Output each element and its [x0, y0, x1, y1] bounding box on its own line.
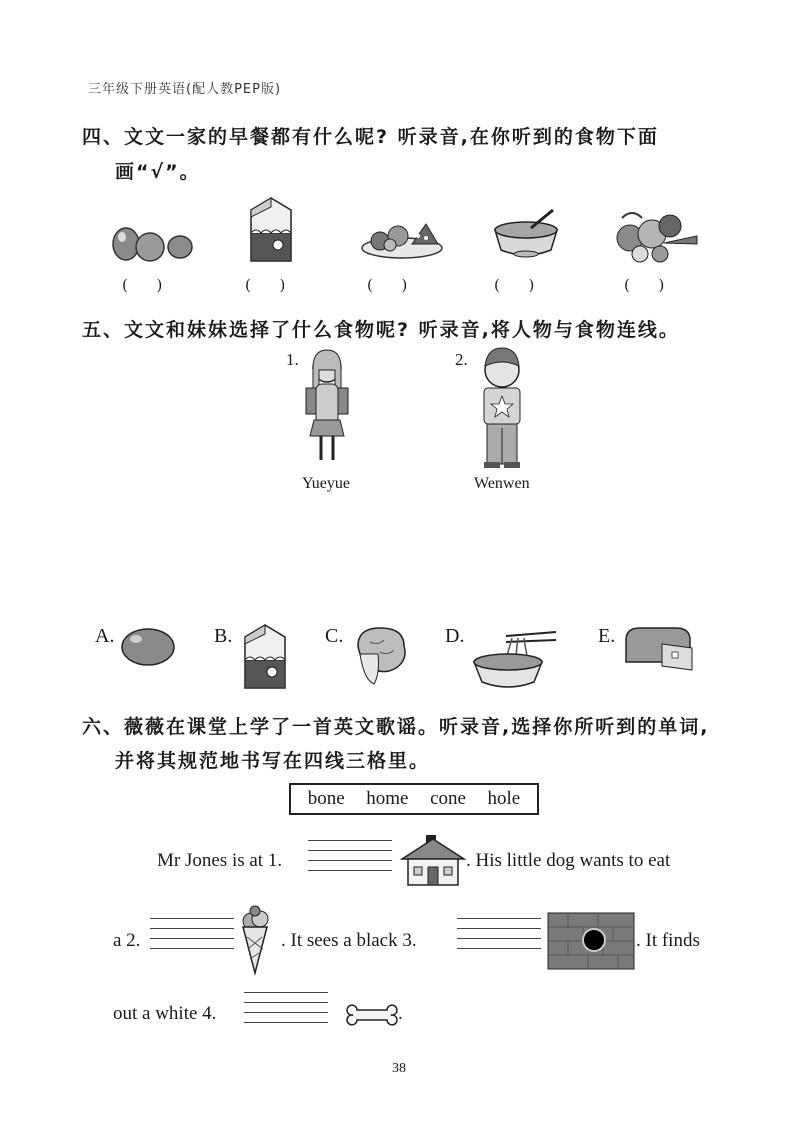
story-text-1a: Mr Jones is at 1.: [157, 850, 283, 871]
option-label-b: B.: [214, 625, 233, 647]
bread-icon: [622, 624, 697, 674]
hole-icon: [548, 913, 634, 969]
story-text-3a: out a white 4.: [113, 1003, 217, 1024]
answer-paren-2[interactable]: ( ): [245, 276, 286, 294]
section6-title-line2: 并将其规范地书写在四线三格里。: [115, 750, 431, 772]
person-number-1: 1.: [286, 350, 299, 369]
word-bank-item: home: [366, 788, 409, 809]
cabbage-icon: [350, 624, 410, 686]
story-text-2a: a 2.: [113, 930, 141, 951]
section4-title-line2: 画“√”。: [115, 161, 201, 183]
writing-lines-3[interactable]: [457, 918, 541, 948]
soup-bowl-icon: [491, 208, 561, 263]
bone-icon: [341, 1003, 399, 1025]
section5-title: 五、文文和妹妹选择了什么食物呢? 听录音,将人物与食物连线。: [82, 319, 680, 341]
writing-lines-1[interactable]: [308, 840, 392, 870]
story-text-1b: . His little dog wants to eat: [466, 850, 671, 871]
milk-carton-icon-b: [240, 622, 290, 692]
story-text-2c: . It finds: [636, 930, 700, 951]
person-name-2: Wenwen: [474, 475, 530, 492]
person-number-2: 2.: [455, 350, 468, 369]
eggs-icon: [108, 222, 198, 267]
option-label-d: D.: [445, 625, 465, 647]
section6-title: 六、薇薇在课堂上学了一首英文歌谣。听录音,选择你所听到的单词,: [82, 716, 710, 738]
word-bank-item: cone: [430, 788, 466, 809]
option-label-a: A.: [95, 625, 115, 647]
fruit-plate-icon: [360, 216, 445, 261]
word-bank: [289, 783, 539, 815]
milk-carton-icon: [246, 195, 296, 265]
option-label-c: C.: [325, 625, 344, 647]
writing-lines-4[interactable]: [244, 992, 328, 1022]
person-name-1: Yueyue: [302, 475, 350, 492]
vegetables-icon: [612, 208, 702, 266]
answer-paren-4[interactable]: ( ): [494, 276, 535, 294]
option-label-e: E.: [598, 625, 616, 647]
story-text-3b: .: [398, 1003, 403, 1024]
page-number: 38: [392, 1061, 406, 1076]
ice-cream-cone-icon: [240, 905, 270, 975]
writing-lines-2[interactable]: [150, 918, 234, 948]
answer-paren-5[interactable]: ( ): [624, 276, 665, 294]
section4-title: 四、文文一家的早餐都有什么呢? 听录音,在你听到的食物下面: [82, 126, 659, 148]
egg-icon: [120, 626, 180, 668]
boy-icon: [472, 348, 532, 473]
answer-paren-1[interactable]: ( ): [122, 276, 163, 294]
house-icon: [400, 833, 466, 888]
word-bank-item: bone: [307, 788, 345, 809]
girl-icon: [300, 350, 355, 470]
page-header: 三年级下册英语(配人教PEP版): [88, 82, 282, 97]
word-bank-item: hole: [487, 788, 521, 809]
noodles-icon: [468, 622, 558, 692]
story-text-2b: . It sees a black 3.: [281, 930, 417, 951]
answer-paren-3[interactable]: ( ): [367, 276, 408, 294]
